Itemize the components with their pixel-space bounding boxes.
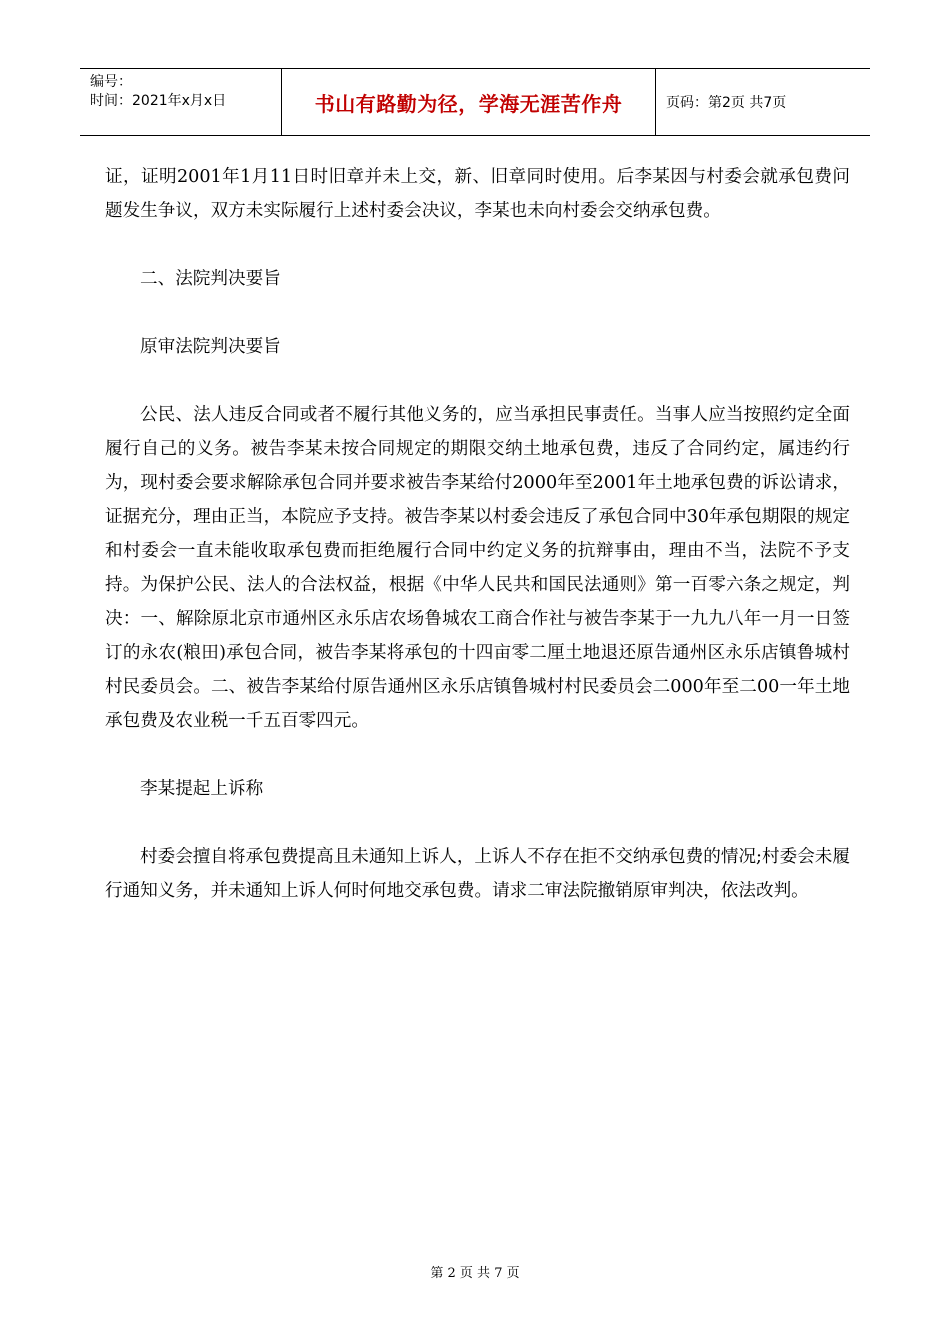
subsection-heading: 原审法院判决要旨 [140, 337, 281, 357]
header-page-info: 页码：第2页 共7页 [666, 95, 787, 111]
subsection-heading-appeal: 李某提起上诉称 [140, 779, 264, 799]
document-body [105, 160, 850, 908]
document-header [80, 68, 870, 136]
header-motto: 书山有路勤为径，学海无涯苦作舟 [282, 69, 656, 135]
paragraph-appeal: 村委会擅自将承包费提高且未通知上诉人，上诉人不存在拒不交纳承包费的情况;村委会未履行通知义务，并未通知上诉人何时何地交承包费。请求二审法院撤销原审判决，依法改判。 [105, 847, 850, 901]
paragraph-judgment: 公民、法人违反合同或者不履行其他义务的，应当承担民事责任。当事人应当按照约定全面履行自己的义务。被告李某未按合同规定的期限交纳土地承包费，违反了合同约定，属违约行为，现村委会要求解除承包合同并要求被告李某给付2000年至2001年土地承包费的诉讼请求，证据充分，理由正当，本院应予支持。被告李某以村委会违反了承包合同中30年承包期限的规定和村委会一直未能收取承包费而拒绝履行合同中约定义务的抗辩事由，理由不当，法院不予支持。为保护公民、法人的合法权益，根据《中华人民共和国民法通则》第一百零六条之规定，判决：一、解除原北京市通州区永乐店农场鲁城农工商合作社与被告李某于一九九八年一月一日签订的永农(粮田)承包合同，被告李某将承包的十四亩零二厘土地退还原告通州区永乐店镇鲁城村村民委员会。二、被告李某给付原告通州区永乐店镇鲁城村村民委员会二000年至二00一年土地承包费及农业税一千五百零四元。 [105, 405, 850, 731]
paragraph-continuation: 证，证明2001年1月11日时旧章并未上交，新、旧章同时使用。后李某因与村委会就承包费问题发生争议，双方未实际履行上述村委会决议，李某也未向村委会交纳承包费。 [105, 167, 850, 221]
section-heading: 二、法院判决要旨 [140, 269, 281, 289]
header-meta-cell [80, 69, 282, 135]
document-number-label: 编号： [90, 74, 132, 90]
page-footer: 第 2 页 共 7 页 [430, 1266, 520, 1281]
document-date-label: 时间：2021年x月x日 [90, 93, 227, 109]
